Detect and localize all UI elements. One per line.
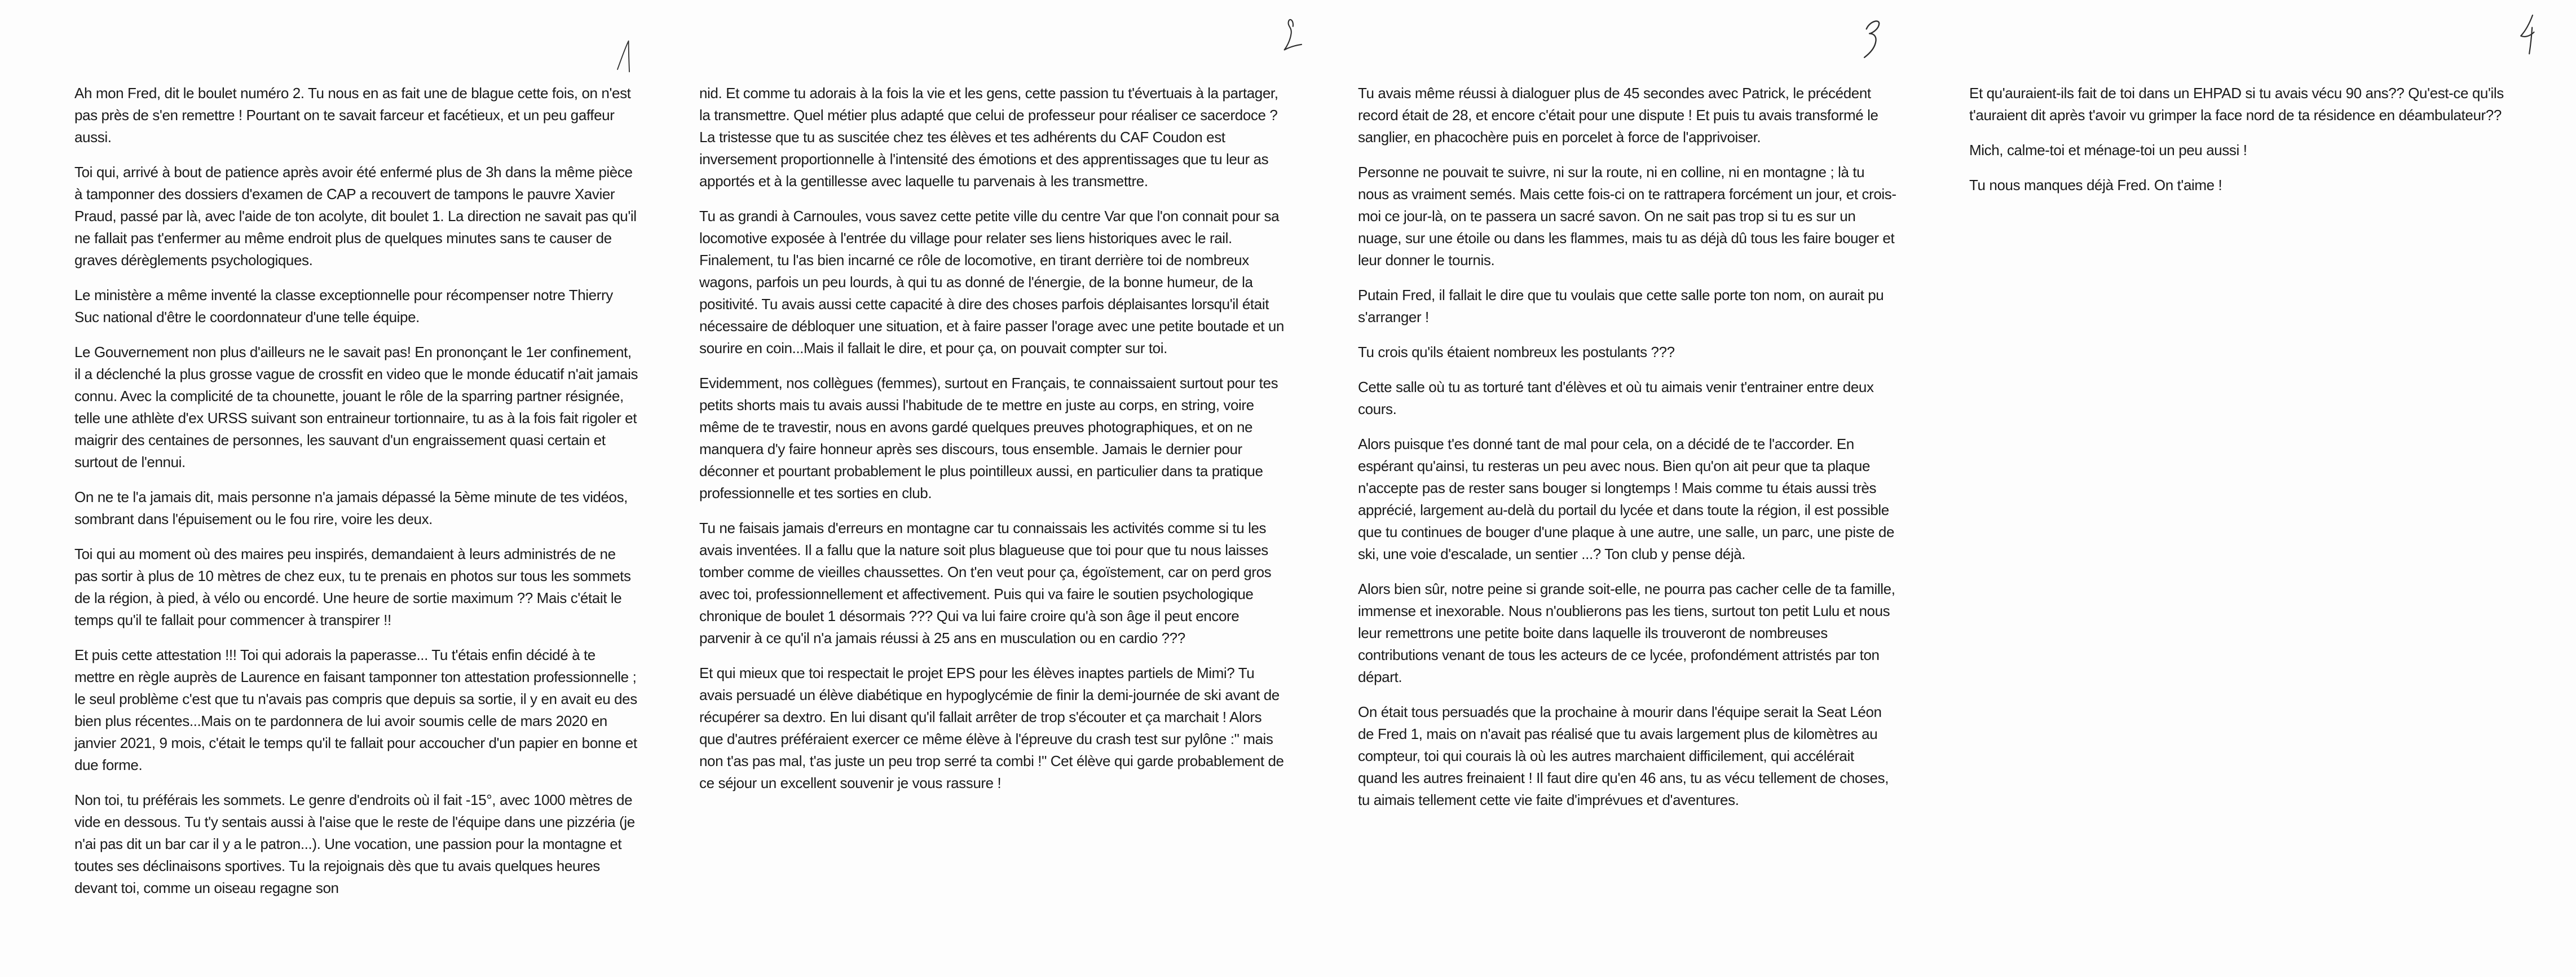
paragraph: Cette salle où tu as torturé tant d'élèves et où tu aimais venir t'entrainer entre deux cours. [1358, 379, 1874, 417]
handwritten-digit-1-icon [614, 35, 637, 80]
page-3-text-column [1358, 82, 1896, 824]
paragraph: Toi qui au moment où des maires peu inspirés, demandaient à leurs administrés de ne pas sortir à plus de 10 mètres de chez eux, tu te prenais en photos sur tous les sommets de la région, à pied, à vélo ou encordé. Une heure de sortie maximum ?? Mais c'était le temps qu'il te fallait pour commencer à transpirer !! [74, 545, 631, 628]
handwritten-page-number-1 [614, 35, 637, 80]
paragraph: Toi qui, arrivé à bout de patience après avoir été enfermé plus de 3h dans la même pièce à tamponner des dossiers d'examen de CAP a recouvert de tampons le pauvre Xavier Praud, passé par là, avec l'aide de ton acolyte, dit boulet 1. La direction ne savait pas qu'il ne fallait pas t'enfermer au même endroit plus de quelques minutes sans te causer de graves dérèglements psychologiques. [74, 164, 637, 269]
handwritten-page-number-3 [1860, 11, 1890, 71]
paragraph: Tu as grandi à Carnoules, vous savez cette petite ville du centre Var que l'on connait pour sa locomotive exposée à l'entrée du village pour relater ses liens historiques avec le rail. Finalement, tu l'as bien incarné ce rôle de locomotive, en tirant derrière toi de nombreux wagons, parfois un peu lourds, à qui tu as donné de l'énergie, de la bonne humeur, de la positivité. Tu avais aussi cette capacité à dire des choses parfois déplaisantes lorsqu'il était nécessaire de débloquer une situation, et à faire passer l'orage avec une petite boutade et un sourire en coin...Mais il fallait le dire, et pour ça, on pouvait compter sur toi. [699, 208, 1284, 357]
handwritten-digit-4-icon [2513, 3, 2541, 67]
paragraph: Evidemment, nos collègues (femmes), surtout en Français, te connaissaient surtout pour tes petits shorts mais tu avais aussi l'habitude de te mettre en juste au corps, en string, voire même de te travestir, nous en avons gardé quelques preuves photographiques, et on ne manquera d'y faire honneur après ses discours, tous ensemble. Jamais le dernier pour déconner et pourtant probablement le plus pointilleux aussi, en particulier dans ta pratique professionnelle et tes sorties en club. [699, 375, 1278, 501]
paragraph: Non toi, tu préférais les sommets. Le genre d'endroits où il fait -15°, avec 1000 mètres de vide en dessous. Tu t'y sentais aussi à l'aise que le reste de l'équipe dans une pizzéria (je n'ai pas dit un bar car il y a le patron...). Une vocation, une passion pour la montagne et toutes ses déclinaisons sportives. Tu la rejoignais dès que tu avais quelques heures devant toi, comme un oiseau regagne son [74, 791, 635, 896]
paragraph: Et qui mieux que toi respectait le projet EPS pour les élèves inaptes partiels de Mimi? Tu avais persuadé un élève diabétique en hypoglycémie de finir la demi-journée de ski avant de récupérer sa dextro. En lui disant qu'il fallait arrêter de trop s'écouter et ça marchait ! Alors que d'autres préféraient exercer ce même élève à l'épreuve du crash test sur pylône :" mais non t'as pas mal, t'as juste un peu trop serré ta combi !" Cet élève qui garde probablement de ce séjour un excellent souvenir je vous rassure ! [699, 664, 1284, 791]
paragraph: Tu nous manques déjà Fred. On t'aime ! [1969, 177, 2222, 193]
paragraph: Le Gouvernement non plus d'ailleurs ne le savait pas! En prononçant le 1er confinement, il a déclenché la plus grosse vague de crossfit en video que le monde éducatif n'ait jamais connu. Avec la complicité de ta chounette, jouant le rôle de la sparring partner résignée, telle une athlète d'ex URSS suivant son entraineur tortionnaire, tu as à la fois fait rigoler et maigrir des centaines de personnes, les sauvant d'un engraissement quasi certain et surtout de l'ennui. [74, 344, 638, 470]
paragraph: Putain Fred, il fallait le dire que tu voulais que cette salle porte ton nom, on aurait pu s'arranger ! [1358, 287, 1884, 325]
paragraph: On ne te l'a jamais dit, mais personne n'a jamais dépassé la 5ème minute de tes vidéos, sombrant dans l'épuisement ou le fou rire, voire les deux. [74, 488, 628, 527]
paragraph: Ah mon Fred, dit le boulet numéro 2. Tu nous en as fait une de blague cette fois, on n'est pas près de s'en remettre ! Pourtant on te savait farceur et facétieux, et un peu gaffeur aussi. [74, 85, 631, 146]
paragraph: Et puis cette attestation !!! Toi qui adorais la paperasse... Tu t'étais enfin décidé à te mettre en règle auprès de Laurence en faisant tamponner ton attestation professionnelle ; le seul problème c'est que tu n'avais pas compris que depuis sa sortie, il y en avait eu des bien plus récentes...Mais on te pardonnera de lui avoir soumis celle de mars 2020 en janvier 2021, 9 mois, c'était le temps qu'il te fallait pour accoucher d'un papier en bonne et due forme. [74, 646, 637, 773]
handwritten-digit-3-icon [1860, 11, 1890, 71]
handwritten-page-number-2 [1277, 15, 1304, 60]
paragraph: Mich, calme-toi et ménage-toi un peu aussi ! [1969, 142, 2247, 159]
paragraph: Tu crois qu'ils étaient nombreux les postulants ??? [1358, 344, 1675, 360]
page-1-text-column [74, 82, 638, 912]
paragraph: Tu ne faisais jamais d'erreurs en montagne car tu connaissais les activités comme si tu les avais inventées. Il a fallu que la nature soit plus blagueuse que toi pour que tu nous laisses tomber comme de vieilles chaussettes. On t'en veut pour ça, égoïstement, car on perd gros avec toi, professionnellement et affectivement. Puis qui va faire le soutien psychologique chronique de boulet 1 désormais ??? Qui va lui faire croire qu'à son âge il peut encore parvenir à ce qu'il n'a jamais réussi à 25 ans en musculation ou en cardio ??? [699, 520, 1272, 646]
paragraph: Tu avais même réussi à dialoguer plus de 45 secondes avec Patrick, le précédent record était de 28, et encore c'était pour une dispute ! Et puis tu avais transformé le sanglier, en phacochère puis en porcelet à force de l'apprivoiser. [1358, 85, 1878, 146]
paragraph: On était tous persuadés que la prochaine à mourir dans l'équipe serait la Seat Léon de Fred 1, mais on n'avait pas réalisé que tu avais largement plus de kilomètres au compteur, toi qui courais là où les autres marchaient difficilement, qui accélérait quand les autres freinaient ! Il faut dire qu'en 46 ans, tu as vécu tellement de choses, tu aimais tellement cette vie faite d'imprévues et d'aventures. [1358, 703, 1889, 808]
paragraph: Alors puisque t'es donné tant de mal pour cela, on a décidé de te l'accorder. En espérant qu'ainsi, tu resteras un peu avec nous. Bien qu'on ait peur que ta plaque n'accepte pas de rester sans bouger si longtemps ! Mais comme tu étais aussi très apprécié, largement au-delà du portail du lycée et dans toute la région, il est possible que tu continues de bouger d'une plaque à une autre, une salle, un parc, une piste de ski, une voie d'escalade, un sentier ...? Ton club y pense déjà. [1358, 435, 1895, 562]
handwritten-page-number-4 [2513, 3, 2541, 67]
page-2-text-column [699, 82, 1289, 807]
paragraph: nid. Et comme tu adorais à la fois la vie et les gens, cette passion tu t'évertuais à la partager, la transmettre. Quel métier plus adapté que celui de professeur pour réaliser ce sacerdoce ? La tristesse que tu as suscitée chez tes élèves et tes adhérents du CAF Coudon est inversement proportionnelle à l'intensité des émotions et des apprentissages que tu leur as apportés et à la gentillesse avec laquelle tu parvenais à les transmettre. [699, 85, 1278, 190]
paragraph: Et qu'auraient-ils fait de toi dans un EHPAD si tu avais vécu 90 ans?? Qu'est-ce qu'ils t'auraient dit après t'avoir vu grimper la face nord de ta résidence en déambulateur?? [1969, 85, 2504, 124]
paragraph: Personne ne pouvait te suivre, ni sur la route, ni en colline, ni en montagne ; là tu nous as vraiment semés. Mais cette fois-ci on te rattrapera forcément un jour, et crois-moi ce jour-là, on te passera un sacré savon. On ne sait pas trop si tu es sur un nuage, sur une étoile ou dans les flammes, mais tu as déjà dû tous les faire bouger et leur donner le tournis. [1358, 164, 1896, 269]
paragraph: Le ministère a même inventé la classe exceptionnelle pour récompenser notre Thierry Suc national d'être le coordonnateur d'une telle équipe. [74, 287, 613, 325]
paragraph: Alors bien sûr, notre peine si grande soit-elle, ne pourra pas cacher celle de ta famille, immense et inexorable. Nous n'oublierons pas les tiens, surtout ton petit Lulu et nous leur remettrons une petite boite dans laquelle ils trouveront de nombreuses contributions venant de tous les acteurs de ce lycée, profondément attristés par ton départ. [1358, 580, 1895, 685]
page-4-text-column [1969, 82, 2525, 209]
handwritten-digit-2-icon [1277, 15, 1304, 60]
